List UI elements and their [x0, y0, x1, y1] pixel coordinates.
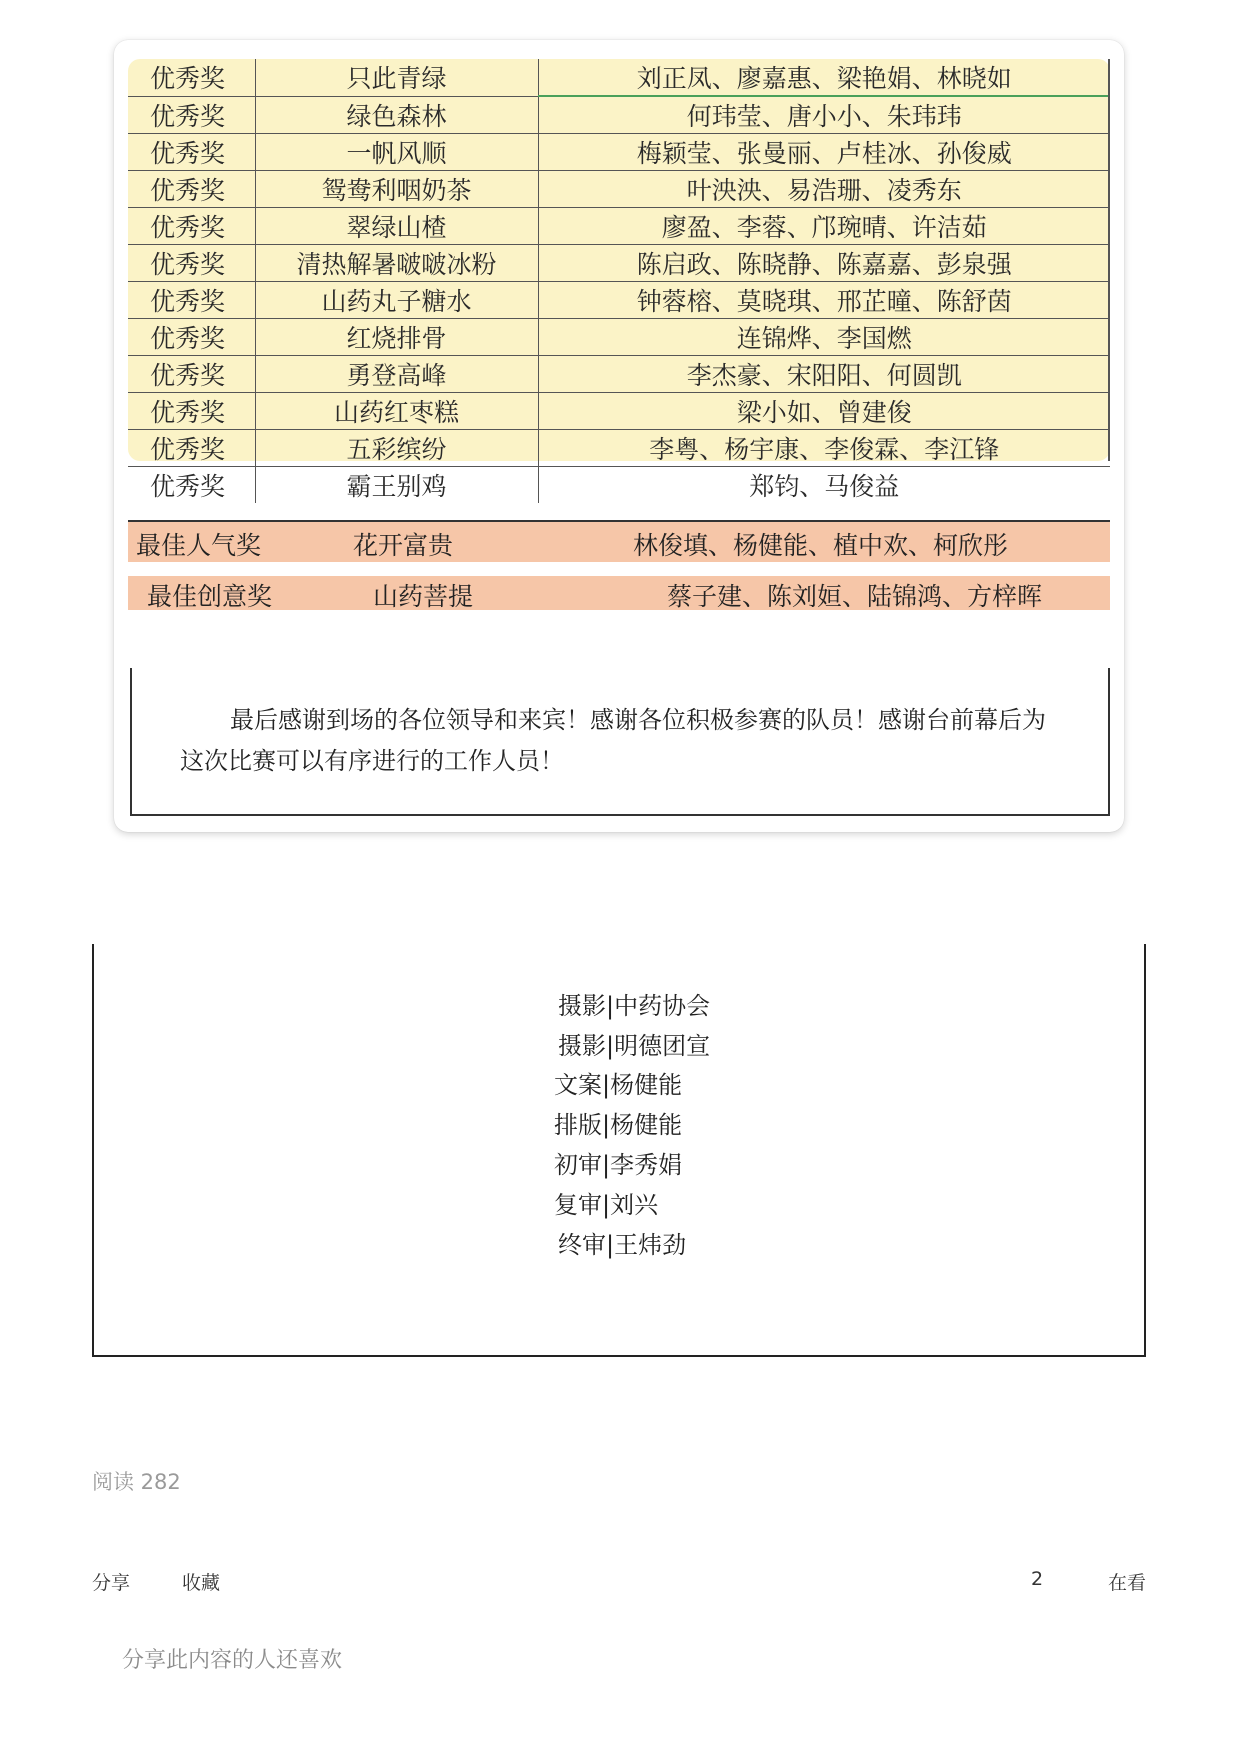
popular-award-work: 花开富贵 — [353, 531, 454, 560]
work-cell: 霸王别鸡 — [255, 467, 538, 504]
award-cell: 优秀奖 — [128, 134, 255, 171]
members-cell: 叶泱泱、易浩珊、凌秀东 — [538, 171, 1110, 208]
table-row — [128, 134, 1110, 171]
work-cell: 鸳鸯利咽奶茶 — [255, 171, 538, 208]
award-cell: 优秀奖 — [128, 356, 255, 393]
members-cell: 郑钧、马俊益 — [749, 472, 900, 501]
recommend-heading: 分享此内容的人还喜欢 — [122, 1648, 343, 1673]
award-cell: 优秀奖 — [128, 96, 255, 134]
creative-award-name: 最佳创意奖 — [147, 582, 273, 611]
members-cell: 钟蓉榕、莫晓琪、邢芷曈、陈舒茵 — [538, 282, 1110, 319]
members-cell: 陈启政、陈晓静、陈嘉嘉、彭泉强 — [538, 245, 1110, 282]
credits-box — [92, 944, 1146, 1357]
table-row — [128, 356, 1110, 393]
share-button[interactable]: 分享 — [92, 1572, 131, 1594]
award-cell: 优秀奖 — [128, 282, 255, 319]
table-row — [128, 96, 1110, 134]
work-cell: 五彩缤纷 — [255, 430, 538, 467]
members-cell: 梅颖莹、张曼丽、卢桂冰、孙俊威 — [538, 134, 1110, 171]
popular-award-name: 最佳人气奖 — [136, 531, 262, 560]
creative-award-work: 山药菩提 — [373, 582, 474, 611]
members-cell: 廖盈、李蓉、邝琬晴、许洁茹 — [538, 208, 1110, 245]
watching-button[interactable]: 在看 — [1108, 1572, 1147, 1594]
award-cell: 优秀奖 — [128, 59, 255, 96]
table-right-rule — [1108, 59, 1110, 461]
credit-line: 排版|杨健能 — [554, 1111, 683, 1139]
award-cell: 优秀奖 — [128, 245, 255, 282]
table-row — [128, 282, 1110, 319]
work-cell: 一帆风顺 — [255, 134, 538, 171]
credit-line: 文案|杨健能 — [554, 1071, 683, 1099]
members-cell: 梁小如、曾建俊 — [538, 393, 1110, 430]
credit-line: 初审|李秀娟 — [554, 1151, 683, 1179]
work-cell: 山药红枣糕 — [255, 393, 538, 430]
thanks-box — [130, 668, 1110, 816]
read-count: 阅读 282 — [92, 1470, 181, 1494]
award-cell: 优秀奖 — [128, 319, 255, 356]
popular-award-row — [128, 520, 1110, 562]
creative-award-row — [128, 576, 1110, 610]
award-cell: 优秀奖 — [128, 393, 255, 430]
creative-award-members: 蔡子建、陈刘姮、陆锦鸿、方梓晖 — [667, 582, 1043, 611]
work-cell: 翠绿山楂 — [255, 208, 538, 245]
award-cell: 优秀奖 — [128, 467, 255, 504]
award-cell: 优秀奖 — [128, 208, 255, 245]
members-cell: 李杰豪、宋阳阳、何圆凯 — [538, 356, 1110, 393]
members-cell: 何玮莹、唐小小、朱玮玮 — [538, 96, 1110, 134]
work-cell: 只此青绿 — [255, 59, 538, 96]
credit-line: 复审|刘兴 — [554, 1191, 659, 1219]
members-cell: 李粤、杨宇康、李俊霖、李江锋 — [538, 430, 1110, 467]
table-row — [128, 171, 1110, 208]
work-cell: 勇登高峰 — [255, 356, 538, 393]
work-cell: 清热解暑啵啵冰粉 — [255, 245, 538, 282]
table-row — [128, 467, 1110, 504]
work-cell: 山药丸子糖水 — [255, 282, 538, 319]
work-cell: 绿色森林 — [255, 96, 538, 134]
table-row — [128, 59, 1110, 96]
thanks-text: 最后感谢到场的各位领导和来宾！感谢各位积极参赛的队员！感谢台前幕后为这次比赛可以有序进行的工作人员！ — [180, 706, 1046, 775]
favorite-button[interactable]: 收藏 — [182, 1572, 221, 1594]
credit-line: 摄影|明德团宣 — [558, 1032, 711, 1060]
award-cell: 优秀奖 — [128, 171, 255, 208]
popular-award-members: 林俊填、杨健能、植中欢、柯欣彤 — [633, 531, 1009, 560]
awards-table — [128, 59, 1110, 501]
award-cell: 优秀奖 — [128, 430, 255, 467]
credit-line: 终审|王炜劲 — [558, 1231, 687, 1259]
table-row — [128, 208, 1110, 245]
table-row — [128, 319, 1110, 356]
table-row — [128, 430, 1110, 467]
work-cell: 红烧排骨 — [255, 319, 538, 356]
members-cell: 刘正凤、廖嘉惠、梁艳娟、林晓如 — [538, 59, 1110, 96]
like-count[interactable]: 2 — [1031, 1568, 1044, 1590]
table-row — [128, 393, 1110, 430]
credit-line: 摄影|中药协会 — [558, 992, 711, 1020]
table-row — [128, 245, 1110, 282]
members-cell: 连锦烨、李国燃 — [538, 319, 1110, 356]
